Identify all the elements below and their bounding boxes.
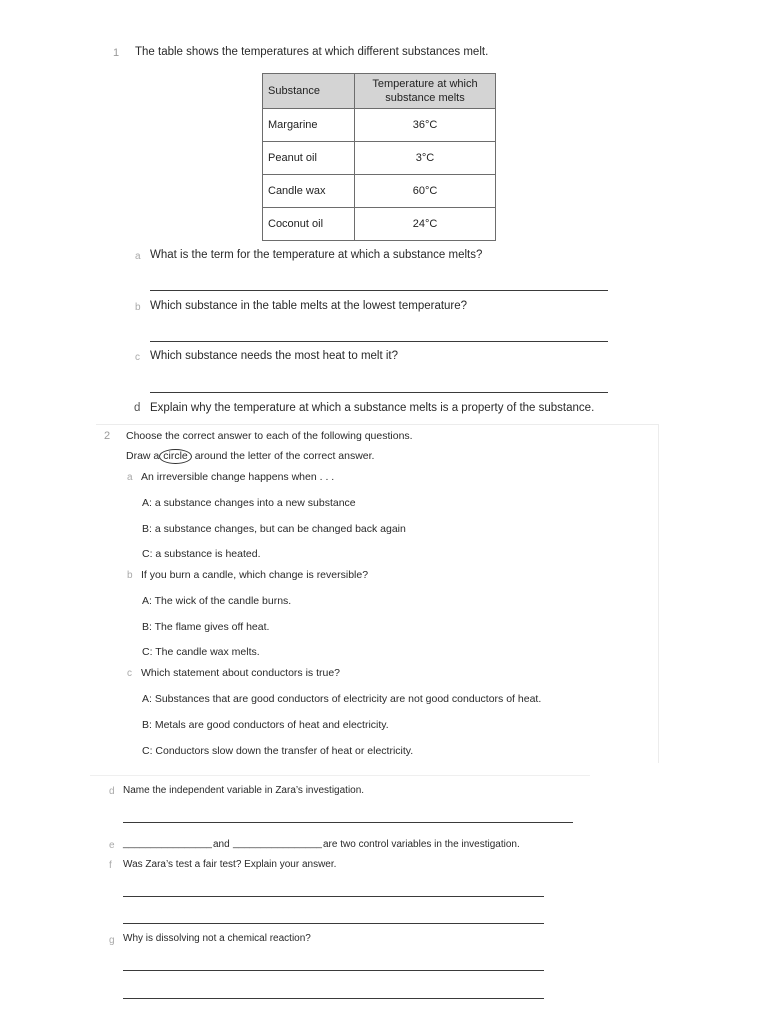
part-text: If you burn a candle, which change is reversible? [141,569,369,581]
answer-option[interactable]: C: a substance is heated. [142,548,261,560]
answer-option[interactable]: A: a substance changes into a new substance [142,497,356,509]
melting-point-table [262,73,496,241]
answer-option[interactable]: C: The candle wax melts. [142,646,260,658]
answer-line[interactable] [150,290,608,291]
answer-line[interactable] [123,896,544,897]
answer-option[interactable]: C: Conductors slow down the transfer of heat or electricity. [142,745,414,757]
table-cell: 24°C [355,208,496,241]
part-text: Explain why the temperature at which a substance melts is a property of the substance. [150,402,595,414]
part-letter: c [127,668,132,679]
circled-word: circle [159,449,192,464]
answer-line[interactable] [123,998,544,999]
instruction-text: Draw a [126,450,160,462]
answer-line[interactable] [123,970,544,971]
question-number: 1 [113,47,120,59]
part-letter: f [109,860,112,871]
table-cell: Coconut oil [263,208,355,241]
connector-word: and [213,839,230,850]
table-cell: 36°C [355,109,496,142]
table-row [263,109,496,142]
part-text: Was Zara’s test a fair test? Explain your answer. [123,859,337,870]
table-cell: Peanut oil [263,142,355,175]
part-text: Name the independent variable in Zara’s investigation. [123,785,365,796]
table-cell: 60°C [355,175,496,208]
answer-line[interactable] [150,392,608,393]
table-row [263,175,496,208]
answer-option[interactable]: B: The flame gives off heat. [142,621,270,633]
part-letter: d [134,402,141,414]
part-letter: c [135,352,140,363]
fill-blank[interactable]: ________________ [233,838,322,849]
part-text: Which substance needs the most heat to melt it? [150,350,399,362]
instruction-text: around the letter of the correct answer. [194,450,375,462]
part-text: An irreversible change happens when . . . [141,471,335,483]
answer-option[interactable]: A: The wick of the candle burns. [142,595,292,607]
answer-line[interactable] [150,341,608,342]
part-letter: e [109,840,115,851]
part-letter: b [127,570,133,581]
table-row [263,208,496,241]
part-letter: g [109,935,115,946]
part-letter: d [109,786,115,797]
part-text: What is the term for the temperature at which a substance melts? [150,249,483,261]
fill-blank[interactable]: ________________ [123,838,212,849]
part-letter: a [127,472,133,483]
question-prompt: Choose the correct answer to each of the following questions. [126,430,413,442]
part-letter: b [135,302,141,313]
part-text: Why is dissolving not a chemical reaction? [123,933,311,944]
part-text: are two control variables in the investigation. [323,839,520,850]
table-row [263,142,496,175]
question-number: 2 [104,430,111,442]
answer-option[interactable]: B: Metals are good conductors of heat and electricity. [142,719,389,731]
part-text: Which substance in the table melts at the lowest temperature? [150,300,468,312]
answer-line[interactable] [123,822,573,823]
part-text: Which statement about conductors is true? [141,667,341,679]
table-header: Substance [263,74,355,109]
section-divider [90,775,590,776]
table-cell: Margarine [263,109,355,142]
table-cell: 3°C [355,142,496,175]
answer-option[interactable]: B: a substance changes, but can be changed back again [142,523,406,535]
table-cell: Candle wax [263,175,355,208]
table-header-row [263,74,496,109]
instruction [126,449,374,464]
question-prompt: The table shows the temperatures at which different substances melt. [135,46,489,58]
table-header: Temperature at which substance melts [355,74,496,109]
answer-line[interactable] [123,923,544,924]
part-letter: a [135,251,141,262]
answer-option[interactable]: A: Substances that are good conductors of electricity are not good conductors of heat. [142,693,542,705]
